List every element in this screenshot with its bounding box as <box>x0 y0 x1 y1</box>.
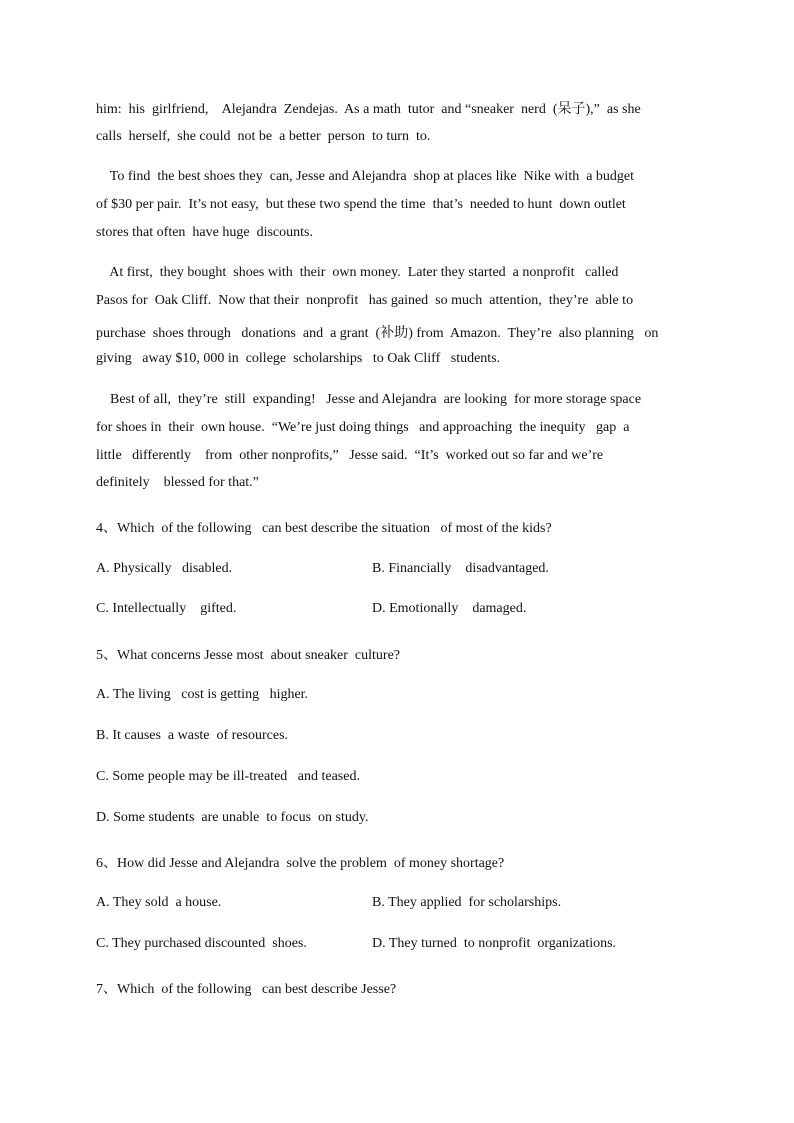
passage-p3-line-2: Pasos for Oak Cliff. Now that their nonprofit has gained so much attention, they’re able to <box>96 293 634 308</box>
question-6-option-c: C. They purchased discounted shoes. <box>96 936 307 951</box>
question-4-option-a: A. Physically disabled. <box>96 561 233 576</box>
passage-p1-line-2: calls herself, she could not be a better person to turn to. <box>96 129 431 144</box>
question-7-stem: 7、Which of the following can best describe Jesse? <box>96 982 397 997</box>
passage-p2-line-2: of $30 per pair. It’s not easy, but these two spend the time that’s needed to hunt down outlet <box>96 197 626 212</box>
passage-p1-line-1: him: his girlfriend, Alejandra Zendejas. As a math tutor and “sneaker nerd (呆子),” as she <box>96 102 641 117</box>
question-4-option-c: C. Intellectually gifted. <box>96 601 237 616</box>
passage-p3-line-1: At first, they bought shoes with their own money. Later they started a nonprofit called <box>96 265 619 280</box>
question-4-stem: 4、Which of the following can best describe the situation of most of the kids? <box>96 521 552 536</box>
passage-p4-line-1: Best of all, they’re still expanding! Jesse and Alejandra are looking for more storage space <box>96 392 642 407</box>
question-5-option-a: A. The living cost is getting higher. <box>96 687 309 702</box>
question-5-option-d: D. Some students are unable to focus on study. <box>96 810 369 825</box>
passage-p4-line-3: little differently from other nonprofits,” Jesse said. “It’s worked out so far and we’re <box>96 448 604 463</box>
question-6-option-d: D. They turned to nonprofit organizations. <box>372 936 617 951</box>
question-6-stem: 6、How did Jesse and Alejandra solve the problem of money shortage? <box>96 856 505 871</box>
passage-p4-line-2: for shoes in their own house. “We’re just doing things and approaching the inequity gap a <box>96 420 630 435</box>
passage-p3-line-4: giving away $10, 000 in college scholarships to Oak Cliff students. <box>96 351 501 366</box>
question-6-option-a: A. They sold a house. <box>96 895 222 910</box>
passage-p2-line-3: stores that often have huge discounts. <box>96 225 313 240</box>
question-5-option-b: B. It causes a waste of resources. <box>96 728 289 743</box>
passage-p3-line-3: purchase shoes through donations and a grant (补助) from Amazon. They’re also planning on <box>96 326 659 341</box>
question-5-stem: 5、What concerns Jesse most about sneaker culture? <box>96 648 401 663</box>
passage-p2-line-1: To find the best shoes they can, Jesse and Alejandra shop at places like Nike with a budget <box>96 169 635 184</box>
question-5-option-c: C. Some people may be ill-treated and teased. <box>96 769 360 784</box>
question-4-option-b: B. Financially disadvantaged. <box>372 561 549 576</box>
question-6-option-b: B. They applied for scholarships. <box>372 895 562 910</box>
question-4-option-d: D. Emotionally damaged. <box>372 601 527 616</box>
passage-p4-line-4: definitely blessed for that.” <box>96 475 259 490</box>
